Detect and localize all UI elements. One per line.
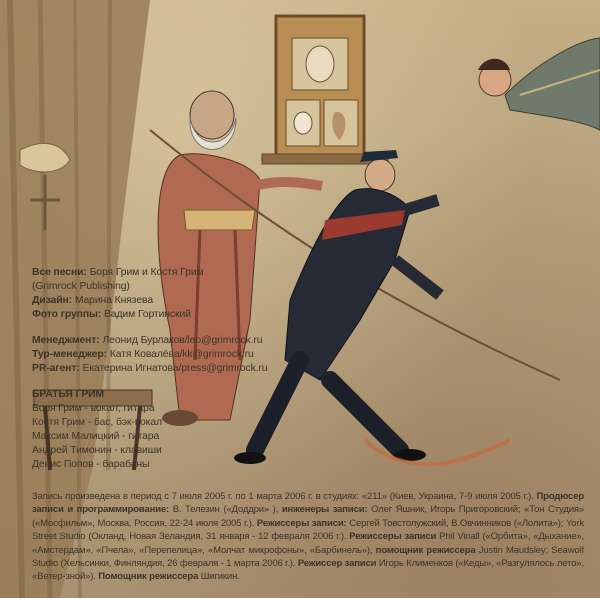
- management-label: Менеджмент:: [32, 335, 100, 346]
- recording-text: Запись произведена в период с 7 июля 2005 г. по 1 марта 2006 г. в студиях: «211» (Киев, Украина, 7-9 июля 2005 г.).: [32, 491, 534, 502]
- framed-portrait: [276, 16, 364, 156]
- directors-value: Сергей Товстолужский, В.Овчинников («Лолита»); York Street Studio (Окланд, Новая Зеландия, 31 января - 12 февраля 2006 г.).: [32, 517, 585, 543]
- credits-block: [32, 266, 272, 472]
- credit-pr: [32, 362, 272, 376]
- band-title: БРАТЬЯ ГРИМ: [32, 389, 105, 400]
- engineers-label: инженеры записи:: [281, 504, 368, 516]
- assistant-label: помощник режиссера: [375, 544, 476, 556]
- songs-value: Боря Грим и Костя Грим: [89, 267, 204, 278]
- design-label: Дизайн:: [32, 295, 73, 306]
- credit-songs: [32, 266, 272, 280]
- photo-label: Фото группы:: [32, 309, 102, 320]
- credit-publisher: [32, 280, 272, 294]
- band-member: Боря Грим - вокал, гитара: [32, 403, 155, 414]
- director3-value: Игорь Клименков («Кеды», «Разгулялось лето», «Ветер-зной»).: [32, 558, 584, 583]
- pr-label: PR-агент:: [32, 363, 80, 374]
- assistant2-value: Шигикин.: [200, 571, 240, 583]
- band-member: Андрей Тимонин - клавиши: [32, 445, 162, 456]
- credit-management: [32, 334, 272, 348]
- engineers-value: Олег Яшник, Игорь Пригоровский; «Тон Студия» («Мосфильм», Москва, Россия, 22-24 июля 2005 г.).: [32, 504, 584, 529]
- director3-label: Режиссер записи: [297, 558, 377, 570]
- credit-photo: [32, 308, 272, 322]
- assistant-value: Justin Maudsley; Seawolf Studio (Хельсинки, Финляндия, 26 февраля - 1 марта 2006 г.).: [32, 544, 584, 570]
- assistant2-label: Помощник режиссера: [98, 571, 199, 583]
- credit-tour-manager: [32, 348, 272, 362]
- directors2-label: Режиссеры записи: [349, 531, 437, 543]
- band-member: Максим Малицкий - гитара: [32, 431, 160, 442]
- producer-value: В. Телезин («Доддри» ),: [172, 504, 279, 516]
- credit-design: [32, 294, 272, 308]
- band-member: Денис Попов - барабаны: [32, 459, 150, 470]
- directors-label: Режиссеры записи:: [256, 517, 347, 529]
- design-value: Марина Князева: [74, 295, 153, 306]
- directors2-value: Phil Vinall («Орбита», «Дыхание», «Амстердам», «Пчела», «Перепелица», «Молчат микрофоны», «Барбинель»),: [32, 531, 584, 556]
- songs-label: Все песни:: [32, 267, 87, 278]
- tour-value: Катя Ковалёва/kk@grimrock.ru: [109, 349, 254, 360]
- tour-label: Тур-менеджер:: [32, 349, 108, 360]
- recording-notes: [32, 490, 584, 584]
- management-value: Леонид Бурлаков/leo@grimrock.ru: [102, 335, 263, 346]
- publisher-value: (Grimrock Publishing): [32, 281, 130, 292]
- floating-woman: [478, 38, 600, 130]
- band-member: Костя Грим - бас, бэк-вокал: [32, 417, 163, 428]
- producer-label: Продюсер записи и программирование:: [32, 491, 584, 516]
- photo-value: Вадим Гортинский: [103, 309, 191, 320]
- pr-value: Екатерина Игнатова/press@grimrock.ru: [82, 363, 268, 374]
